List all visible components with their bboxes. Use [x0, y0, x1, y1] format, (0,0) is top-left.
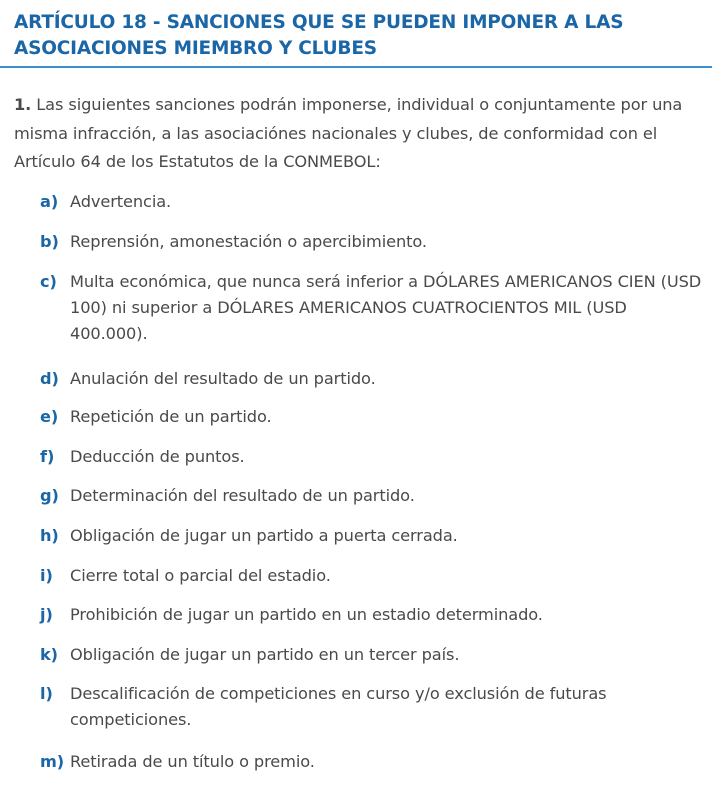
item-text: Obligación de jugar un partido a puerta cerrada. — [70, 526, 458, 545]
sanction-item-b — [40, 229, 708, 255]
item-text: Advertencia. — [70, 192, 172, 211]
item-text: Repetición de un partido. — [70, 407, 272, 426]
sanction-item-k — [40, 642, 708, 668]
item-letter: h) — [40, 526, 59, 545]
sanction-item-e — [40, 404, 708, 430]
item-letter: a) — [40, 192, 59, 211]
item-text: Anulación del resultado de un partido. — [70, 369, 376, 388]
item-letter: i) — [40, 566, 53, 585]
intro-number: 1. — [14, 95, 32, 114]
sanction-item-f — [40, 444, 708, 470]
sanction-item-j — [40, 602, 708, 628]
item-text: Descalificación de competiciones en curso y/o exclusión de futuras competiciones. — [70, 684, 607, 729]
item-text: Retirada de un título o premio. — [70, 752, 315, 771]
item-text: Cierre total o parcial del estadio. — [70, 566, 331, 585]
sanction-item-l — [40, 681, 708, 733]
item-text: Reprensión, amonestación o apercibimiento. — [70, 232, 427, 251]
item-letter: c) — [40, 272, 57, 291]
item-letter: l) — [40, 684, 53, 703]
item-letter: b) — [40, 232, 59, 251]
item-letter: g) — [40, 486, 59, 505]
item-letter: m) — [40, 752, 65, 771]
item-text: Obligación de jugar un partido en un tercer país. — [70, 645, 460, 664]
item-text: Determinación del resultado de un partido. — [70, 486, 415, 505]
item-letter: j) — [40, 605, 53, 624]
item-letter: f) — [40, 447, 55, 466]
sanction-item-i — [40, 563, 708, 589]
item-letter: k) — [40, 645, 58, 664]
sanction-item-d — [40, 366, 708, 392]
item-text: Deducción de puntos. — [70, 447, 245, 466]
item-text: Multa económica, que nunca será inferior a DÓLARES AMERICANOS CIEN (USD 100) ni superior a DÓLARES AMERICANOS CUATROCIENTOS MIL (USD 400.000). — [70, 272, 702, 343]
item-text: Prohibición de jugar un partido en un estadio determinado. — [70, 605, 543, 624]
sanction-item-m — [40, 749, 708, 775]
item-letter: e) — [40, 407, 59, 426]
sanction-item-h — [40, 523, 708, 549]
sanction-item-a — [40, 189, 708, 215]
item-letter: d) — [40, 369, 59, 388]
intro-text: Las siguientes sanciones podrán imponerse, individual o conjuntamente por una misma infracción, a las asociaciónes nacionales y clubes, de conformidad con el Artículo 64 de los Estatutos de la CONMEBOL: — [14, 95, 683, 171]
sanction-item-c — [40, 269, 708, 347]
article-title: ARTÍCULO 18 - SANCIONES QUE SE PUEDEN IMPONER A LAS ASOCIACIONES MIEMBRO Y CLUBES — [14, 12, 624, 59]
sanction-item-g — [40, 483, 708, 509]
